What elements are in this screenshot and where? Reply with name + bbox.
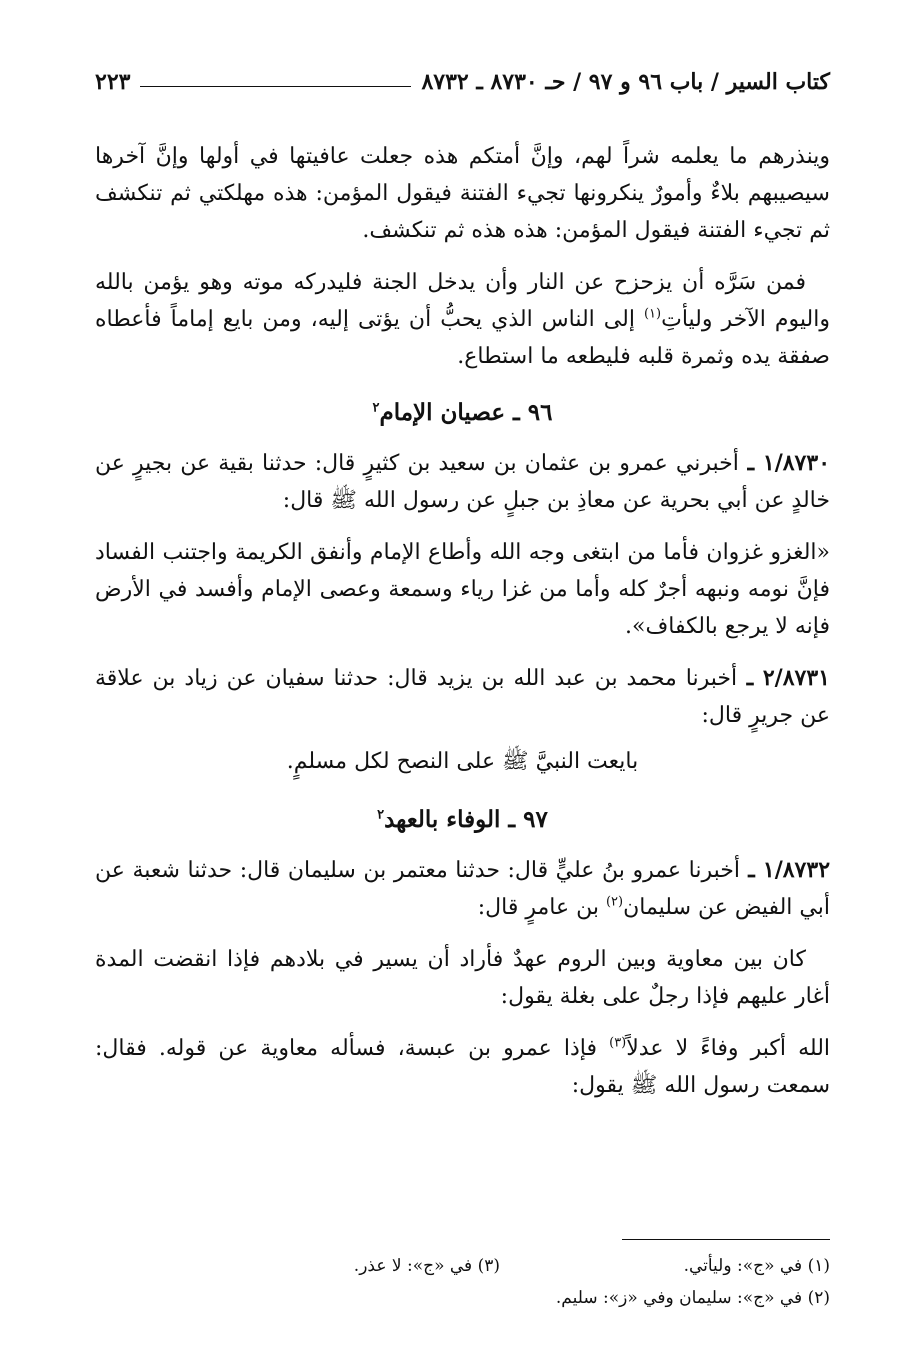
footnote-row-2 [95, 1282, 830, 1314]
running-head-title: كتاب السير / باب ٩٦ و ٩٧ / حـ ٨٧٣٠ ـ ٨٧٣٢ [421, 69, 830, 95]
hadith-8732-text-2-a: الله أكبر وفاءً لا عدلاً [626, 1036, 831, 1061]
hadith-8730-chain [95, 445, 830, 519]
hadith-8732-isnad-b: بن عامرٍ قال: [477, 895, 606, 920]
hadith-8732-number: ١/٨٧٣٢ ـ [739, 857, 831, 883]
hadith-8730-isnad: أخبرني عمرو بن عثمان بن سعيد بن كثيرٍ قال: حدثنا بقية عن بجيرٍ عن خالدٍ عن أبي بحرية عن معاذِ بن جبلٍ عن رسول الله ﷺ قال: [95, 451, 830, 513]
chapter-97-heading [95, 804, 830, 836]
intro-paragraph-1: وينذرهم ما يعلمه شراً لهم، وإنَّ أمتكم هذه جعلت عافيتها في أولها وإنَّ آخرها سيصيبهم بلاءٌ وأمورٌ ينكرونها تجيء الفتنة فيقول المؤمن: هذه مهلكتي ثم تنكشف ثم تجيء الفتنة فيقول المؤمن: هذه هذه ثم تنكشف. [95, 144, 830, 243]
hadith-8731-number: ٢/٨٧٣١ ـ [737, 665, 830, 691]
footnote-3: (٣) في «ج»: لا عذر. [353, 1256, 500, 1276]
running-head-rule [140, 86, 411, 87]
chapter-97-heading-mark: ٢ [377, 807, 385, 823]
intro-paragraph-2-part-a: فمن سَرَّه أن يزحزح عن النار وأن يدخل الجنة فليدركه موته وهو يؤمن بالله واليوم الآخر وليأتِ [95, 270, 830, 332]
intro-paragraph-2-part-b: إلى الناس الذي يحبُّ أن يؤتى إليه، ومن بايع إماماً فأعطاه صفقة يده وثمرة قلبه فليطعه ما استطاع. [95, 307, 830, 369]
footnote-2: (٢) في «ج»: سليمان وفي «ز»: سليم. [555, 1288, 830, 1308]
hadith-8732-chain [95, 852, 830, 926]
running-head [95, 62, 830, 102]
hadith-8732-text-2 [95, 1030, 830, 1104]
chapter-96-title: ٩٦ ـ عصيان الإمام [379, 399, 553, 426]
intro-paragraph-2 [95, 264, 830, 375]
footnote-marker-3: (٣) [609, 1035, 627, 1051]
hadith-8731-chain [95, 660, 830, 734]
hadith-8732-isnad-a: أخبرنا عمرو بنُ عليٍّ قال: حدثنا معتمر بن سليمان قال: حدثنا شعبة عن أبي الفيض عن سليمان [95, 858, 830, 920]
hadith-8732-text-2-b: فإذا عمرو بن عبسة، فسأله معاوية عن قوله. فقال: سمعت رسول الله ﷺ يقول: [95, 1036, 830, 1098]
footnote-1: (١) في «ج»: وليأتي. [683, 1256, 830, 1276]
footnote-marker-1: (١) [643, 306, 662, 322]
chapter-97-title: ٩٧ ـ الوفاء بالعهد [384, 806, 548, 833]
hadith-8731-text: بايعت النبيَّ ﷺ على النصح لكل مسلمٍ. [286, 749, 639, 774]
footnotes [95, 1250, 830, 1314]
chapter-96-heading-mark: ٢ [372, 400, 380, 416]
footnote-row-1 [95, 1250, 830, 1282]
hadith-8732-text-1: كان بين معاوية وبين الروم عهدٌ فأراد أن يسير في بلادهم فإذا انقضت المدة أغار عليهم فإذا رجلٌ على بغلة يقول: [95, 947, 830, 1009]
hadith-8730-number: ١/٨٧٣٠ ـ [738, 450, 831, 476]
footnote-rule [622, 1239, 830, 1240]
page-number: ٢٢٣ [95, 69, 131, 95]
chapter-96-heading [95, 397, 830, 429]
book-page [95, 62, 830, 1352]
footnote-marker-2: (٢) [605, 894, 624, 910]
hadith-8731-isnad: أخبرنا محمد بن عبد الله بن يزيد قال: حدثنا سفيان عن زياد بن علاقة عن جريرٍ قال: [95, 666, 830, 728]
hadith-8730-text: «الغزو غزوان فأما من ابتغى وجه الله وأطاع الإمام وأنفق الكريمة واجتنب الفساد فإنَّ نومه ونبهه أجرٌ كله وأما من غزا رياء وسمعة وعصى الإمام وأفسد في الأرض فإنه لا يرجع بالكفاف». [95, 540, 831, 639]
